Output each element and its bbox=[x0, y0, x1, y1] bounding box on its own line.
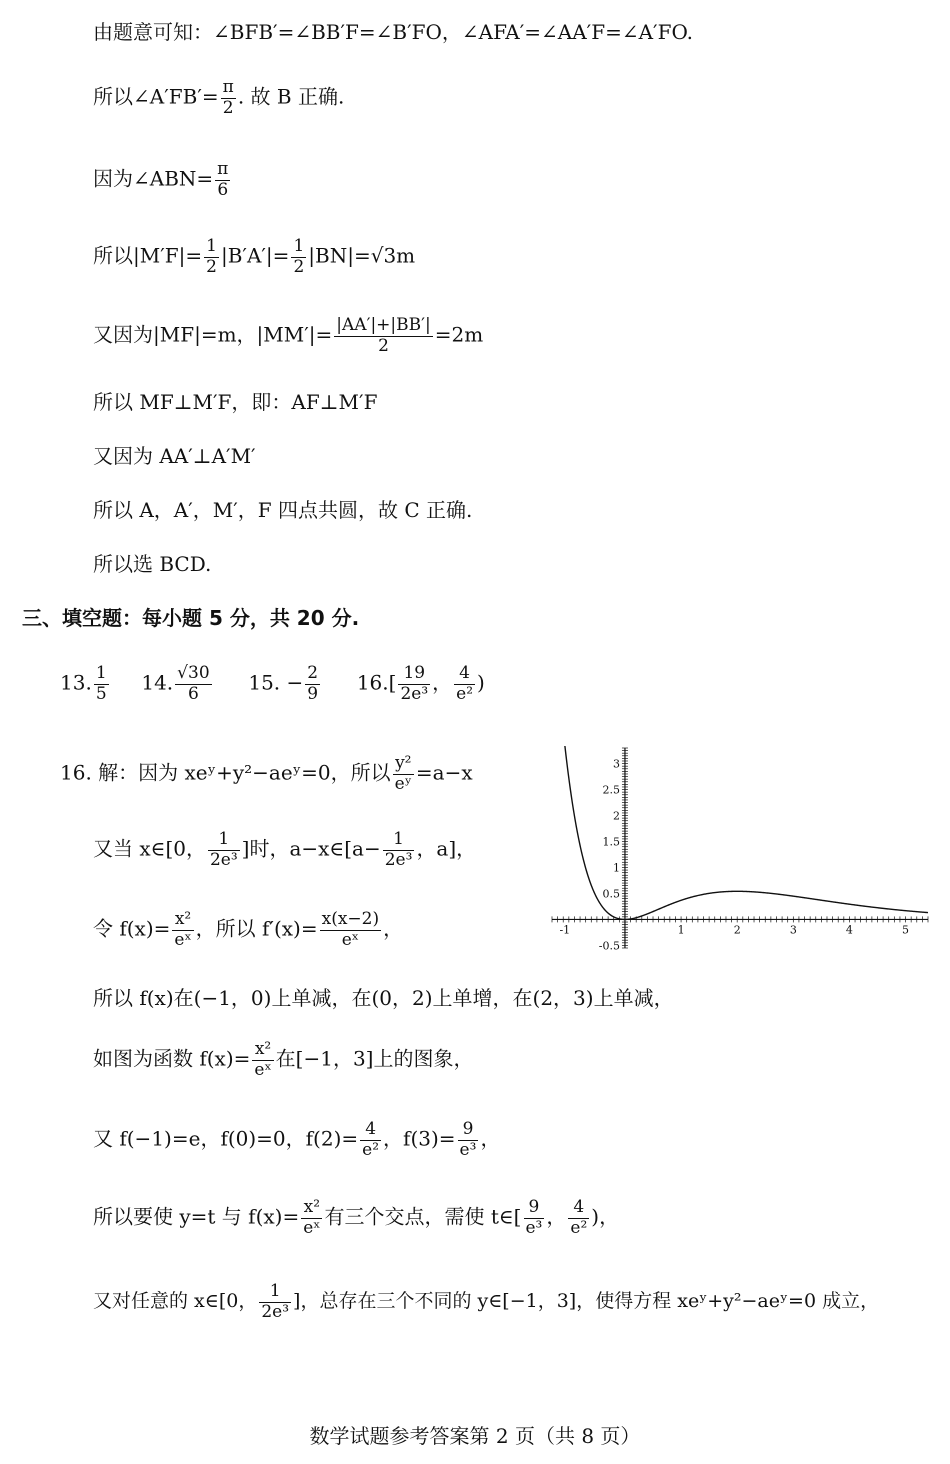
y-tick-label: 0.5 bbox=[602, 887, 620, 901]
numerator: x² bbox=[252, 1040, 273, 1061]
denominator: eˣ bbox=[303, 1217, 321, 1238]
numerator: π bbox=[222, 77, 234, 97]
numerator: 2 bbox=[307, 663, 319, 683]
fraction bbox=[215, 160, 230, 200]
numerator: x² bbox=[172, 910, 193, 931]
answer-15-fraction bbox=[305, 664, 320, 704]
numerator: 9 bbox=[524, 1198, 545, 1219]
numerator: 1 bbox=[383, 830, 415, 851]
numerator: x² bbox=[301, 1198, 322, 1219]
answer-16-label: 16.[ bbox=[356, 670, 397, 695]
denominator: 2e³ bbox=[400, 683, 429, 704]
solution-line-6 bbox=[93, 1120, 500, 1160]
fraction bbox=[320, 910, 382, 950]
proof-line-4 bbox=[93, 237, 415, 277]
numerator: 9 bbox=[458, 1120, 479, 1141]
proof-line-7: 又因为 AA′⊥A′M′ bbox=[93, 444, 256, 468]
text: 又因为|MF|=m，|MM′|= bbox=[93, 322, 333, 347]
text: 又对任意的 x∈[0， bbox=[93, 1290, 258, 1313]
numerator: 19 bbox=[398, 664, 430, 685]
y-tick-label: 2 bbox=[612, 809, 620, 823]
denominator: e² bbox=[456, 683, 474, 704]
answer-13-label: 13. bbox=[60, 670, 92, 695]
proof-line-6: 所以 MF⊥M′F，即：AF⊥M′F bbox=[93, 390, 378, 414]
x-tick-label: 4 bbox=[845, 923, 853, 937]
answer-14-label: 14. bbox=[141, 670, 174, 695]
text: 所以∠A′FB′= bbox=[93, 84, 219, 109]
proof-line-8: 所以 A，A′，M′，F 四点共圆，故 C 正确. bbox=[93, 498, 473, 522]
text: ]，总存在三个不同的 y∈[−1，3]，使得方程 xeʸ+y²−aeʸ=0 成立， bbox=[293, 1290, 880, 1313]
solution-line-3 bbox=[93, 910, 403, 950]
denominator: e² bbox=[362, 1139, 380, 1160]
text: ，a]， bbox=[416, 836, 477, 861]
solution-line-2 bbox=[93, 830, 476, 870]
denominator: eˣ bbox=[174, 929, 192, 950]
denominator: 5 bbox=[95, 683, 107, 704]
text: ， bbox=[383, 916, 404, 941]
numerator: 4 bbox=[454, 664, 475, 685]
numerator: 1 bbox=[259, 1282, 291, 1303]
denominator: e² bbox=[570, 1217, 588, 1238]
answers-row bbox=[60, 664, 485, 704]
fraction bbox=[393, 754, 414, 794]
page-footer: 数学试题参考答案第 2 页（共 8 页） bbox=[309, 1424, 641, 1448]
answer-15-label: 15. − bbox=[248, 670, 304, 695]
separator: ， bbox=[432, 670, 453, 695]
fraction bbox=[360, 1120, 381, 1160]
proof-line-2 bbox=[93, 78, 344, 118]
denominator: 6 bbox=[187, 683, 199, 704]
denominator: 2e³ bbox=[209, 849, 238, 870]
fraction bbox=[221, 78, 236, 118]
y-tick-label: 1.5 bbox=[602, 835, 620, 849]
denominator: eˣ bbox=[341, 929, 359, 950]
denominator: eʸ bbox=[394, 773, 412, 794]
fraction bbox=[524, 1198, 545, 1238]
denominator: eˣ bbox=[254, 1059, 272, 1080]
text: 有三个交点，需使 t∈[ bbox=[324, 1204, 522, 1229]
text: ，f(3)= bbox=[383, 1126, 456, 1151]
text: 又 f(−1)=e，f(0)=0，f(2)= bbox=[93, 1126, 359, 1151]
x-tick-label: 1 bbox=[677, 923, 685, 937]
denominator: e³ bbox=[525, 1217, 543, 1238]
text: 16. 解：因为 xeʸ+y²−aeʸ=0，所以 bbox=[60, 760, 391, 785]
denominator: 2 bbox=[222, 97, 234, 118]
text: ]时，a−x∈[a− bbox=[241, 836, 381, 861]
fraction bbox=[252, 1040, 273, 1080]
denominator: 2e³ bbox=[261, 1301, 290, 1322]
fraction bbox=[334, 316, 432, 356]
fraction bbox=[172, 910, 193, 950]
text: 令 f(x)= bbox=[93, 916, 171, 941]
numerator: 4 bbox=[360, 1120, 381, 1141]
text: )， bbox=[591, 1204, 620, 1229]
proof-line-3 bbox=[93, 160, 232, 200]
text: 所以|M′F|= bbox=[93, 243, 203, 268]
fraction bbox=[383, 830, 415, 870]
denominator: 9 bbox=[307, 683, 319, 704]
numerator: 1 bbox=[95, 663, 107, 683]
denominator: 6 bbox=[217, 179, 229, 200]
x-tick-label: 3 bbox=[789, 923, 797, 937]
text: 又当 x∈[0， bbox=[93, 836, 206, 861]
fraction bbox=[259, 1282, 291, 1322]
numerator: 1 bbox=[293, 236, 305, 256]
x-tick-label: -1 bbox=[559, 923, 571, 937]
numerator: |AA′|+|BB′| bbox=[336, 315, 431, 335]
solution-line-4: 所以 f(x)在(−1，0)上单减，在(0，2)上单增，在(2，3)上单减， bbox=[93, 986, 674, 1010]
fraction bbox=[568, 1198, 589, 1238]
text: 所以要使 y=t 与 f(x)= bbox=[93, 1204, 300, 1229]
proof-line-1: 由题意可知：∠BFB′=∠BB′F=∠B′FO，∠AFA′=∠AA′F=∠A′FO. bbox=[93, 20, 694, 44]
separator: ， bbox=[546, 1204, 567, 1229]
solution-line-7 bbox=[93, 1198, 619, 1238]
text: |B′A′|= bbox=[220, 243, 290, 268]
bracket: ) bbox=[477, 670, 485, 695]
answer-16-fraction-1 bbox=[398, 664, 430, 704]
proof-line-9: 所以选 BCD. bbox=[93, 552, 212, 576]
answer-14-fraction bbox=[175, 664, 211, 704]
denominator: e³ bbox=[459, 1139, 477, 1160]
text: |BN|=√3m bbox=[308, 243, 416, 268]
numerator: y² bbox=[393, 754, 414, 775]
denominator: 2 bbox=[378, 335, 389, 356]
denominator: 2e³ bbox=[384, 849, 413, 870]
x-tick-label: 2 bbox=[733, 923, 741, 937]
numerator: 1 bbox=[208, 830, 240, 851]
y-tick-label: 3 bbox=[612, 757, 620, 771]
text: =a−x bbox=[415, 760, 473, 785]
numerator: x(x−2) bbox=[321, 909, 380, 929]
numerator: 4 bbox=[568, 1198, 589, 1219]
section-heading: 三、填空题：每小题 5 分，共 20 分. bbox=[22, 606, 360, 630]
text: . 故 B 正确. bbox=[237, 84, 345, 109]
fraction bbox=[204, 237, 219, 277]
function-graph bbox=[548, 746, 932, 960]
text: 在[−1，3]上的图象， bbox=[275, 1046, 474, 1071]
denominator: 2 bbox=[293, 256, 305, 277]
y-tick-label: 2.5 bbox=[602, 783, 620, 797]
fraction bbox=[208, 830, 240, 870]
answer-16-fraction-2 bbox=[454, 664, 475, 704]
x-tick-label: 5 bbox=[902, 923, 910, 937]
text: ，所以 f′(x)= bbox=[195, 916, 318, 941]
fraction bbox=[458, 1120, 479, 1160]
fraction bbox=[301, 1198, 322, 1238]
proof-line-5 bbox=[93, 316, 483, 356]
fraction bbox=[291, 237, 306, 277]
y-tick-label: 1 bbox=[612, 861, 620, 875]
text: 如图为函数 f(x)= bbox=[93, 1046, 251, 1071]
solution-line-1 bbox=[60, 754, 473, 794]
denominator: 2 bbox=[206, 256, 217, 277]
numerator: 1 bbox=[206, 236, 217, 256]
text: ， bbox=[480, 1126, 501, 1151]
text: 因为∠ABN= bbox=[93, 166, 214, 191]
answer-13-fraction bbox=[94, 664, 109, 704]
numerator: √30 bbox=[177, 663, 210, 683]
numerator: π bbox=[217, 159, 229, 179]
solution-line-8 bbox=[93, 1282, 879, 1322]
y-tick-label: -0.5 bbox=[598, 939, 620, 953]
text: =2m bbox=[434, 322, 484, 347]
solution-line-5 bbox=[93, 1040, 473, 1080]
